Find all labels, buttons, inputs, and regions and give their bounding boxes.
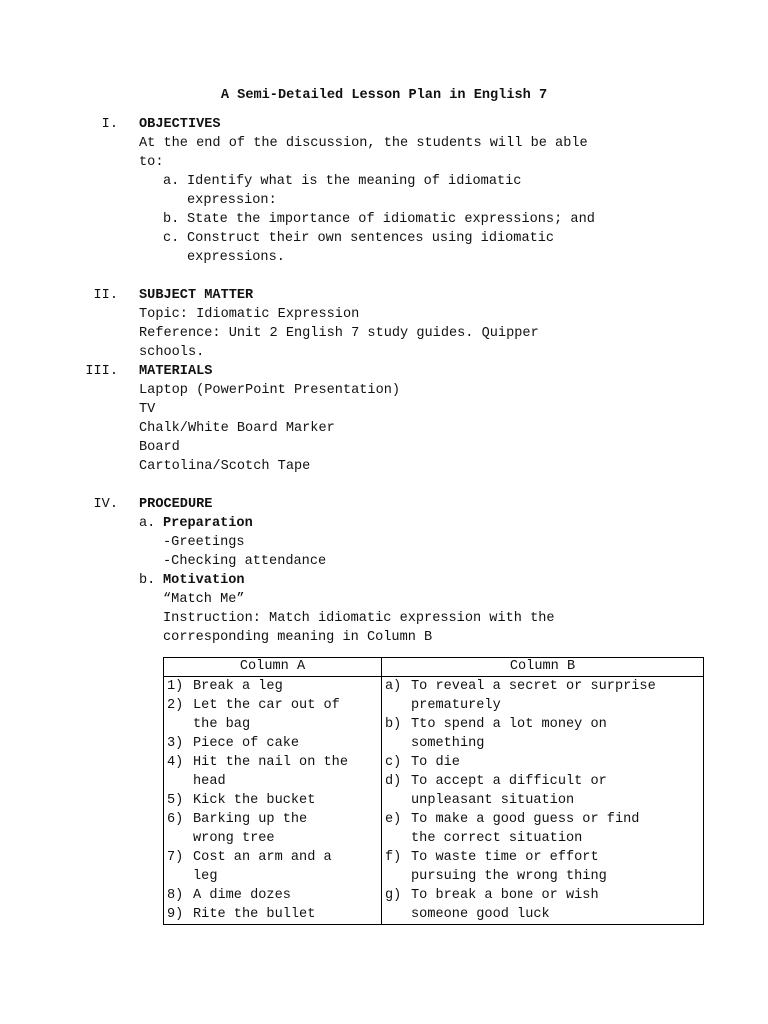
matching-table [163, 657, 704, 925]
idiom-item-line: Barking up the [193, 812, 308, 827]
meaning-item-line: Tto spend a lot money on [411, 717, 607, 732]
reference-line: Reference: Unit 2 English 7 study guides. Quipper [139, 326, 539, 341]
material-item: TV [139, 402, 156, 417]
objective-label: c. [163, 231, 180, 246]
idiom-item-text [193, 886, 378, 905]
objectives-intro-cont: to: [139, 155, 164, 170]
idiom-item-text [193, 791, 378, 810]
section-heading: PROCEDURE [139, 497, 213, 512]
idiom-item-number: 7) [167, 850, 184, 865]
idiom-item-number: 5) [167, 793, 184, 808]
idiom-item-line: leg [193, 869, 218, 884]
idiom-item-line: wrong tree [193, 831, 275, 846]
idiom-item-line: Piece of cake [193, 736, 300, 751]
meaning-item-number: a) [385, 679, 402, 694]
section-numeral: III. [85, 364, 118, 379]
idiom-item-line: Break a leg [193, 679, 283, 694]
idiom-item-line: the bag [193, 717, 251, 732]
material-item: Cartolina/Scotch Tape [139, 459, 311, 474]
column-a-cell [164, 677, 382, 925]
section-numeral: I. [101, 117, 118, 132]
idiom-item-line: Let the car out of [193, 698, 340, 713]
material-item: Board [139, 440, 180, 455]
procedure-step-title: Preparation [163, 516, 253, 531]
idiom-item [167, 677, 378, 696]
meaning-item [385, 753, 700, 772]
meaning-item [385, 677, 700, 715]
idiom-item-text [193, 905, 378, 924]
section-numeral: IV. [93, 497, 118, 512]
meaning-item-text [411, 772, 700, 810]
objective-label: a. [163, 174, 180, 189]
meaning-item-text [411, 848, 700, 886]
meaning-item-text [411, 810, 700, 848]
column-b-header: Column B [382, 658, 704, 677]
idiom-item [167, 810, 378, 848]
meaning-item-line: To die [411, 755, 460, 770]
idiom-item [167, 791, 378, 810]
idiom-item-text [193, 753, 378, 791]
meaning-item-text [411, 677, 700, 715]
objective-text: Construct their own sentences using idiomatic [187, 231, 555, 246]
instruction-line-cont: corresponding meaning in Column B [163, 630, 433, 645]
preparation-step: -Greetings [163, 535, 245, 550]
meaning-item-line: To waste time or effort [411, 850, 599, 865]
objective-text-cont: expression: [187, 193, 277, 208]
meaning-item-number: c) [385, 755, 402, 770]
meaning-item-text [411, 886, 700, 924]
objectives-intro: At the end of the discussion, the students will be able [139, 136, 588, 151]
meaning-item [385, 772, 700, 810]
idiom-item-line: Kick the bucket [193, 793, 316, 808]
idiom-item [167, 734, 378, 753]
document-title: A Semi-Detailed Lesson Plan in English 7 [220, 88, 548, 103]
idiom-item-number: 6) [167, 812, 184, 827]
idiom-item [167, 886, 378, 905]
column-b-cell [382, 677, 704, 925]
meaning-item-text [411, 715, 700, 753]
reference-line-cont: schools. [139, 345, 205, 360]
idiom-item-number: 9) [167, 907, 184, 922]
idiom-item-number: 8) [167, 888, 184, 903]
topic-line: Topic: Idiomatic Expression [139, 307, 360, 322]
preparation-step: -Checking attendance [163, 554, 327, 569]
idiom-item-number: 1) [167, 679, 184, 694]
meaning-item [385, 848, 700, 886]
meaning-item-number: g) [385, 888, 402, 903]
idiom-item-text [193, 848, 378, 886]
meaning-item-number: f) [385, 850, 402, 865]
meaning-item-number: b) [385, 717, 402, 732]
idiom-item-text [193, 734, 378, 753]
procedure-step-label: b. [139, 573, 156, 588]
idiom-item-number: 3) [167, 736, 184, 751]
objective-text: State the importance of idiomatic expressions; and [187, 212, 595, 227]
meaning-item [385, 715, 700, 753]
objective-text-cont: expressions. [187, 250, 285, 265]
idiom-item [167, 905, 378, 924]
idiom-item [167, 848, 378, 886]
section-heading: MATERIALS [139, 364, 213, 379]
column-a-header: Column A [164, 658, 382, 677]
section-numeral: II. [93, 288, 118, 303]
objective-text: Identify what is the meaning of idiomatic [187, 174, 522, 189]
meaning-item-line: the correct situation [411, 831, 583, 846]
idiom-item-text [193, 810, 378, 848]
section-heading: OBJECTIVES [139, 117, 221, 132]
instruction-line: Instruction: Match idiomatic expression with the [163, 611, 555, 626]
meaning-item-line: something [411, 736, 485, 751]
activity-name: “Match Me” [163, 592, 245, 607]
meaning-item-line: To break a bone or wish [411, 888, 599, 903]
meaning-item [385, 886, 700, 924]
section-heading: SUBJECT MATTER [139, 288, 254, 303]
meaning-item-number: e) [385, 812, 402, 827]
procedure-step-title: Motivation [163, 573, 245, 588]
meaning-item-line: unpleasant situation [411, 793, 575, 808]
idiom-item-line: A dime dozes [193, 888, 291, 903]
idiom-item-line: Hit the nail on the [193, 755, 348, 770]
idiom-item-text [193, 696, 378, 734]
idiom-item-number: 4) [167, 755, 184, 770]
idiom-item-line: head [193, 774, 226, 789]
idiom-item [167, 753, 378, 791]
idiom-item-line: Cost an arm and a [193, 850, 332, 865]
procedure-step-label: a. [139, 516, 156, 531]
idiom-item-number: 2) [167, 698, 184, 713]
material-item: Chalk/White Board Marker [139, 421, 335, 436]
meaning-item-line: someone good luck [411, 907, 550, 922]
objective-label: b. [163, 212, 180, 227]
meaning-item-line: To make a good guess or find [411, 812, 640, 827]
meaning-item-line: pursuing the wrong thing [411, 869, 607, 884]
idiom-item [167, 696, 378, 734]
meaning-item-number: d) [385, 774, 402, 789]
idiom-item-text [193, 677, 378, 696]
idiom-item-line: Rite the bullet [193, 907, 316, 922]
meaning-item-line: To accept a difficult or [411, 774, 607, 789]
material-item: Laptop (PowerPoint Presentation) [139, 383, 401, 398]
meaning-item [385, 810, 700, 848]
meaning-item-text [411, 753, 700, 772]
meaning-item-line: prematurely [411, 698, 501, 713]
meaning-item-line: To reveal a secret or surprise [411, 679, 656, 694]
